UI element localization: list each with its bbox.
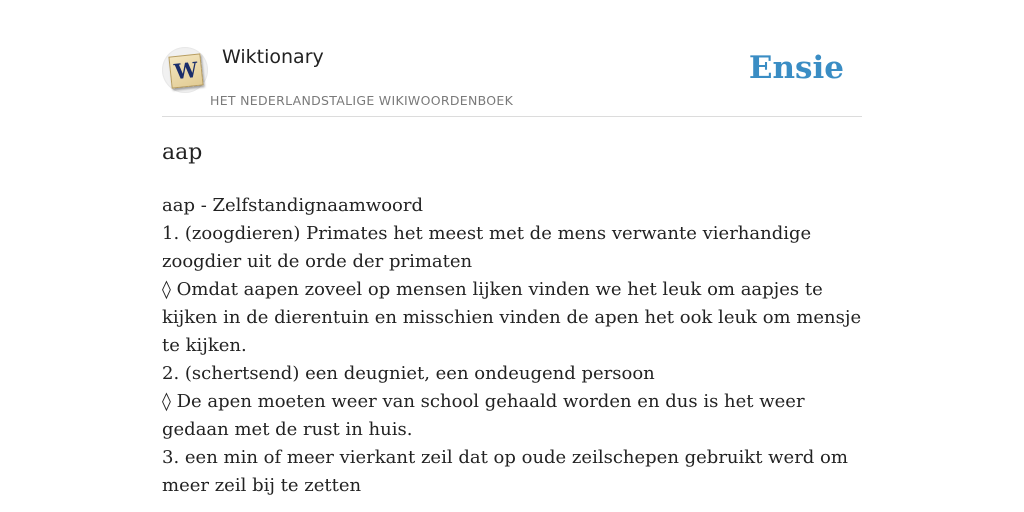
example-2: ◊ De apen moeten weer van school gehaald worden en dus is het weer gedaan met de rust in huis.: [162, 391, 805, 440]
logo-tile: [168, 53, 203, 88]
entry-body: [162, 192, 862, 500]
ensie-brand-logo[interactable]: Ensie: [748, 50, 844, 86]
page-title: aap: [162, 140, 203, 165]
site-name[interactable]: Wiktionary: [222, 46, 324, 68]
definition-2: 2. (schertsend) een deugniet, een ondeugend persoon: [162, 363, 655, 384]
example-1: ◊ Omdat aapen zoveel op mensen lijken vinden we het leuk om aapjes te kijken in de dierentuin en misschien vinden de apen het ook leuk om mensje te kijken.: [162, 279, 862, 356]
definition-3: 3. een min of meer vierkant zeil dat op oude zeilschepen gebruikt werd om meer zeil bij te zetten: [162, 447, 848, 496]
logo-letter: W: [172, 56, 199, 85]
site-tagline: HET NEDERLANDSTALIGE WIKIWOORDENBOEK: [210, 93, 514, 108]
part-of-speech-line: aap - Zelfstandignaamwoord: [162, 195, 424, 216]
definition-1: 1. (zoogdieren) Primates het meest met de mens verwante vierhandige zoogdier uit de orde der primaten: [162, 223, 812, 272]
site-header: [162, 0, 862, 117]
wiktionary-logo-icon[interactable]: [162, 47, 208, 93]
